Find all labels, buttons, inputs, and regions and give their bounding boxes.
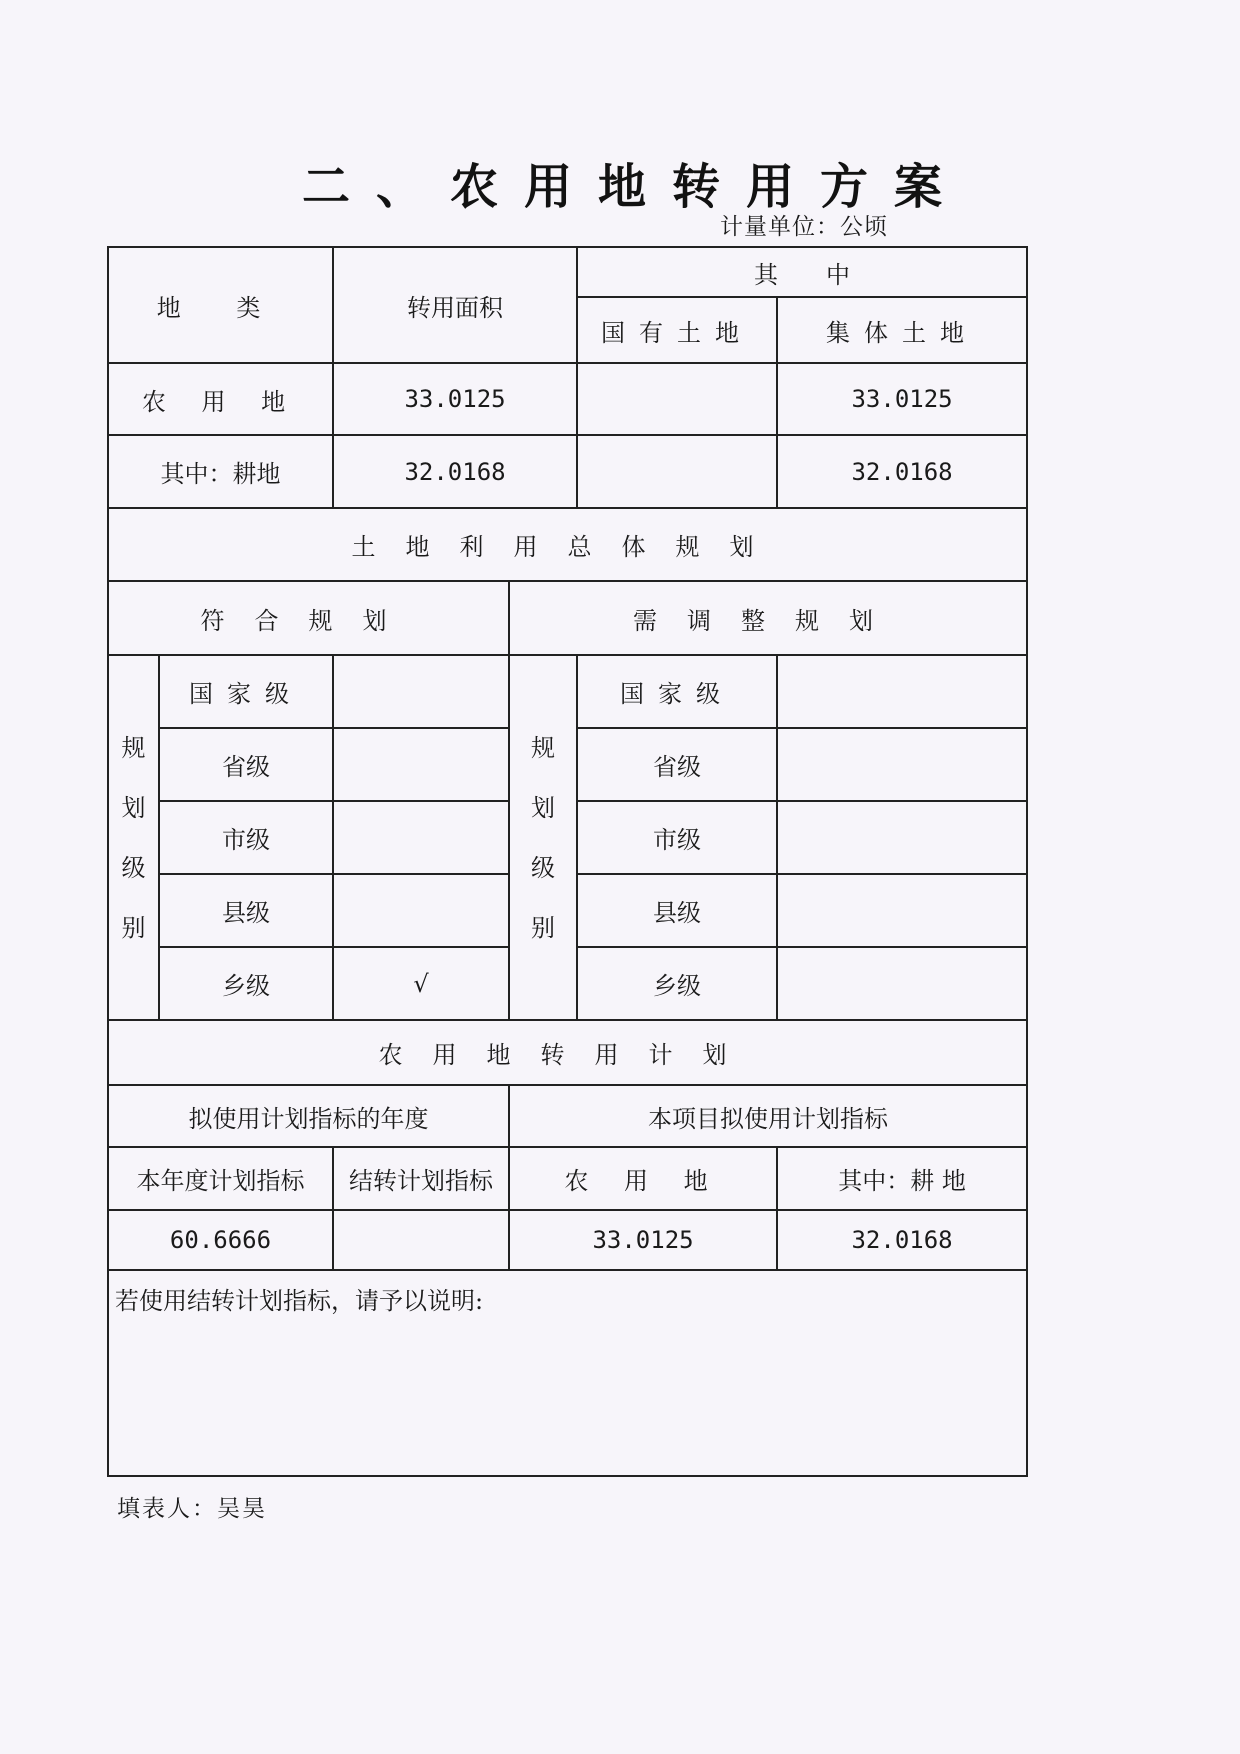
row-collective: 33.0125 (777, 363, 1027, 435)
level-adjust (777, 801, 1027, 874)
current-year-value: 60.6666 (108, 1210, 333, 1270)
farmland-header: 农 用 地 (509, 1147, 777, 1210)
level-name: 国家级 (159, 655, 333, 728)
table-row (108, 1210, 1027, 1270)
level-name: 县级 (159, 874, 333, 947)
level-name: 乡级 (159, 947, 333, 1020)
level-name: 市级 (159, 801, 333, 874)
level-adjust (777, 947, 1027, 1020)
level-conform (333, 801, 509, 874)
level-name: 乡级 (577, 947, 777, 1020)
header-area: 转用面积 (333, 247, 577, 363)
form-filler: 填表人：吴昊 (117, 1496, 267, 1522)
level-conform (333, 874, 509, 947)
level-conform: √ (333, 947, 509, 1020)
plan-heading: 农用地转用计划 (108, 1020, 1027, 1085)
level-name: 市级 (577, 801, 777, 874)
row-state (577, 435, 777, 508)
adjust-heading: 需调整规划 (509, 581, 1027, 655)
row-label: 其中：耕地 (108, 435, 333, 508)
carryover-note: 若使用结转计划指标，请予以说明: (108, 1270, 1027, 1476)
year-header: 拟使用计划指标的年度 (108, 1085, 509, 1147)
level-conform (333, 728, 509, 801)
carryover-header: 结转计划指标 (333, 1147, 509, 1210)
row-area: 32.0168 (333, 435, 577, 508)
carryover-value (333, 1210, 509, 1270)
level-label-left: 规 划 级 别 (108, 655, 159, 1020)
conform-heading: 符合规划 (108, 581, 509, 655)
planning-heading: 土地利用总体规划 (108, 508, 1027, 581)
header-of-which: 其 中 (577, 247, 1027, 297)
level-row (108, 655, 1027, 728)
farmland-value: 33.0125 (509, 1210, 777, 1270)
level-label-right: 规 划 级 别 (509, 655, 577, 1020)
table-row (108, 363, 1027, 435)
project-header: 本项目拟使用计划指标 (509, 1085, 1027, 1147)
level-adjust (777, 655, 1027, 728)
current-year-header: 本年度计划指标 (108, 1147, 333, 1210)
level-adjust (777, 728, 1027, 801)
level-name: 国家级 (577, 655, 777, 728)
cultivated-header: 其中：耕 地 (777, 1147, 1027, 1210)
cultivated-value: 32.0168 (777, 1210, 1027, 1270)
row-collective: 32.0168 (777, 435, 1027, 508)
measurement-unit: 计量单位：公顷 (720, 214, 888, 240)
row-area: 33.0125 (333, 363, 577, 435)
row-label: 农 用 地 (108, 363, 333, 435)
header-collective-land: 集体土地 (777, 297, 1027, 363)
table-row (108, 435, 1027, 508)
page-title: 二、农用地转用方案 (301, 159, 968, 215)
level-name: 县级 (577, 874, 777, 947)
header-land-type: 地 类 (108, 247, 333, 363)
conversion-plan-table (107, 246, 1028, 1477)
level-name: 省级 (577, 728, 777, 801)
header-state-land: 国有土地 (577, 297, 777, 363)
level-conform (333, 655, 509, 728)
level-name: 省级 (159, 728, 333, 801)
level-adjust (777, 874, 1027, 947)
row-state (577, 363, 777, 435)
